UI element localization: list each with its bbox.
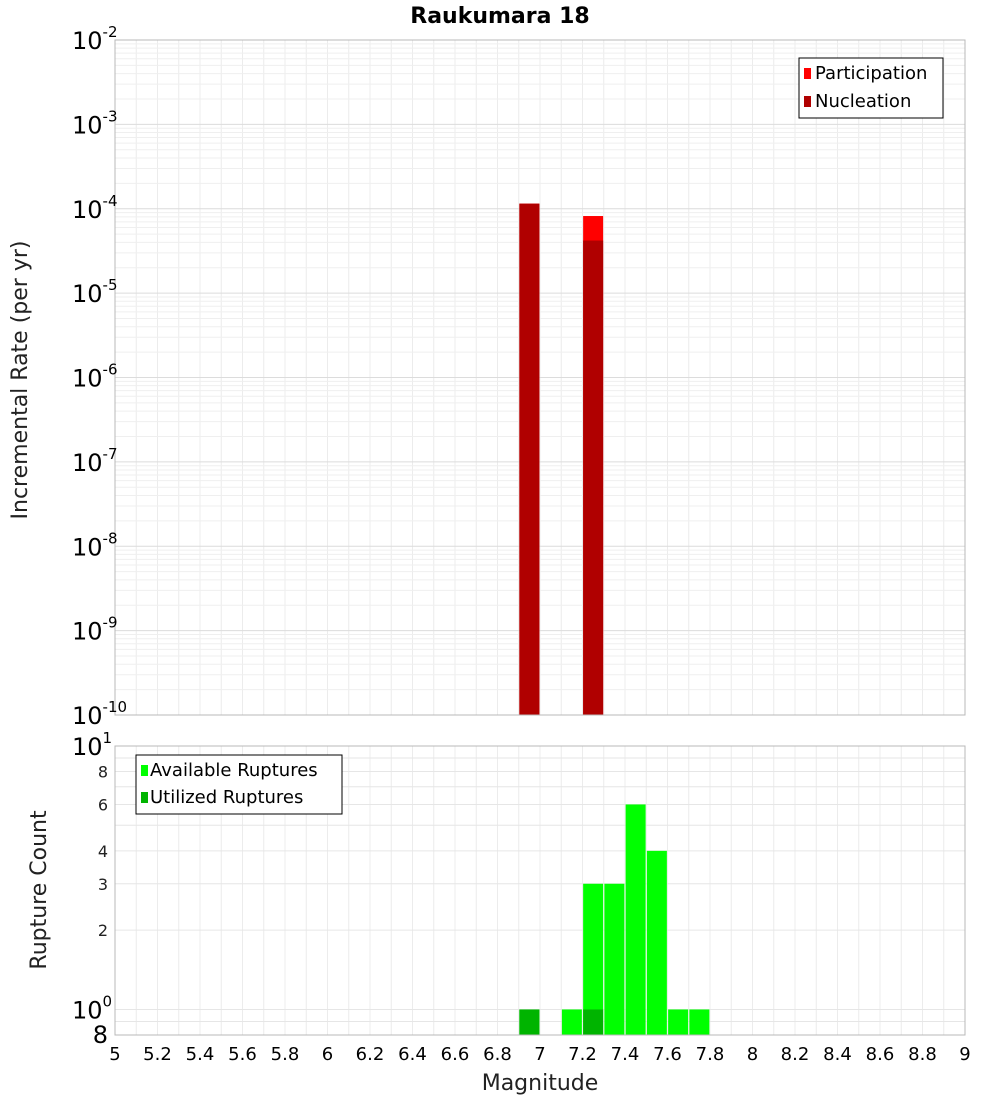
bottom-y-tick-label: 2 [97, 921, 108, 941]
available-ruptures-bar [647, 851, 667, 1035]
bottom-legend-label: Available Ruptures [150, 760, 318, 781]
available-ruptures-bar [626, 804, 646, 1035]
top-plot [72, 23, 965, 730]
x-tick-label: 6 [321, 1044, 334, 1065]
x-tick-label: 7.2 [568, 1044, 597, 1065]
bottom-plot [72, 729, 971, 1065]
available-ruptures-bar [689, 1009, 709, 1035]
bottom-y-tick-label: 4 [97, 841, 108, 861]
nucleation-bar [583, 241, 603, 715]
top-legend-label: Nucleation [815, 91, 912, 112]
available-ruptures-bar [668, 1009, 688, 1035]
x-tick-label: 8.2 [780, 1044, 810, 1065]
top-y-tick-label: $10^{-2}$ [72, 23, 118, 55]
top-y-axis-label: Incremental Rate (per yr) [8, 240, 33, 520]
available-ruptures-bar [562, 1009, 582, 1035]
x-tick-label: 6.2 [355, 1044, 385, 1065]
x-tick-label: 5.8 [270, 1044, 300, 1065]
x-tick-label: 8.8 [908, 1044, 937, 1065]
x-tick-label: 7.8 [695, 1044, 725, 1065]
x-tick-label: 8 [746, 1044, 759, 1065]
chart-title: Raukumara 18 [410, 4, 590, 29]
bottom-legend-swatch [141, 792, 148, 803]
top-y-tick-label: $10^{-8}$ [72, 529, 118, 562]
bottom-legend-label: Utilized Ruptures [150, 787, 304, 808]
x-tick-label: 5.2 [143, 1044, 172, 1065]
bottom-y-tick-label: 3 [97, 874, 108, 894]
top-legend-swatch [804, 96, 811, 107]
top-y-tick-label: $10^{-10}$ [72, 698, 128, 730]
x-tick-label: 8.4 [823, 1044, 852, 1065]
x-tick-label: 7 [534, 1044, 546, 1065]
bottom-y-axis-label: Rupture Count [27, 810, 52, 970]
x-tick-label: 8.6 [865, 1044, 895, 1065]
top-legend-label: Participation [815, 63, 928, 84]
top-y-tick-label: $10^{-6}$ [72, 360, 118, 393]
nucleation-bar [519, 204, 539, 715]
bottom-legend-swatch [141, 765, 148, 776]
x-axis-label: Magnitude [481, 1071, 599, 1096]
top-y-tick-label: $10^{-5}$ [72, 276, 118, 309]
x-tick-label: 5 [109, 1044, 121, 1065]
x-tick-label: 5.4 [185, 1044, 215, 1065]
top-y-tick-label: $10^{-7}$ [72, 444, 118, 477]
x-tick-label: 5.6 [228, 1044, 257, 1065]
available-ruptures-bar [604, 884, 624, 1035]
utilized-ruptures-bar [583, 1009, 603, 1035]
utilized-ruptures-bar [519, 1009, 539, 1035]
x-tick-label: 6.8 [483, 1044, 512, 1065]
x-tick-label: 6.4 [398, 1044, 427, 1065]
bottom-y-tick-label: 6 [97, 795, 108, 815]
x-tick-label: 7.6 [653, 1044, 682, 1065]
x-tick-label: 6.6 [440, 1044, 470, 1065]
x-tick-label: 7.4 [610, 1044, 640, 1065]
bottom-y-tick-label: $10^1$ [72, 729, 113, 761]
top-y-tick-label: $10^{-3}$ [72, 107, 118, 140]
top-legend-swatch [804, 68, 811, 79]
x-tick-label: 9 [959, 1044, 971, 1065]
bottom-y-tick-label: $10^0$ [72, 992, 113, 1025]
top-y-tick-label: $10^{-4}$ [72, 191, 118, 224]
bottom-y-tick-label: 8 [97, 762, 108, 782]
bottom-y-tick-label: 8 [92, 1021, 108, 1049]
top-y-tick-label: $10^{-9}$ [72, 613, 118, 646]
